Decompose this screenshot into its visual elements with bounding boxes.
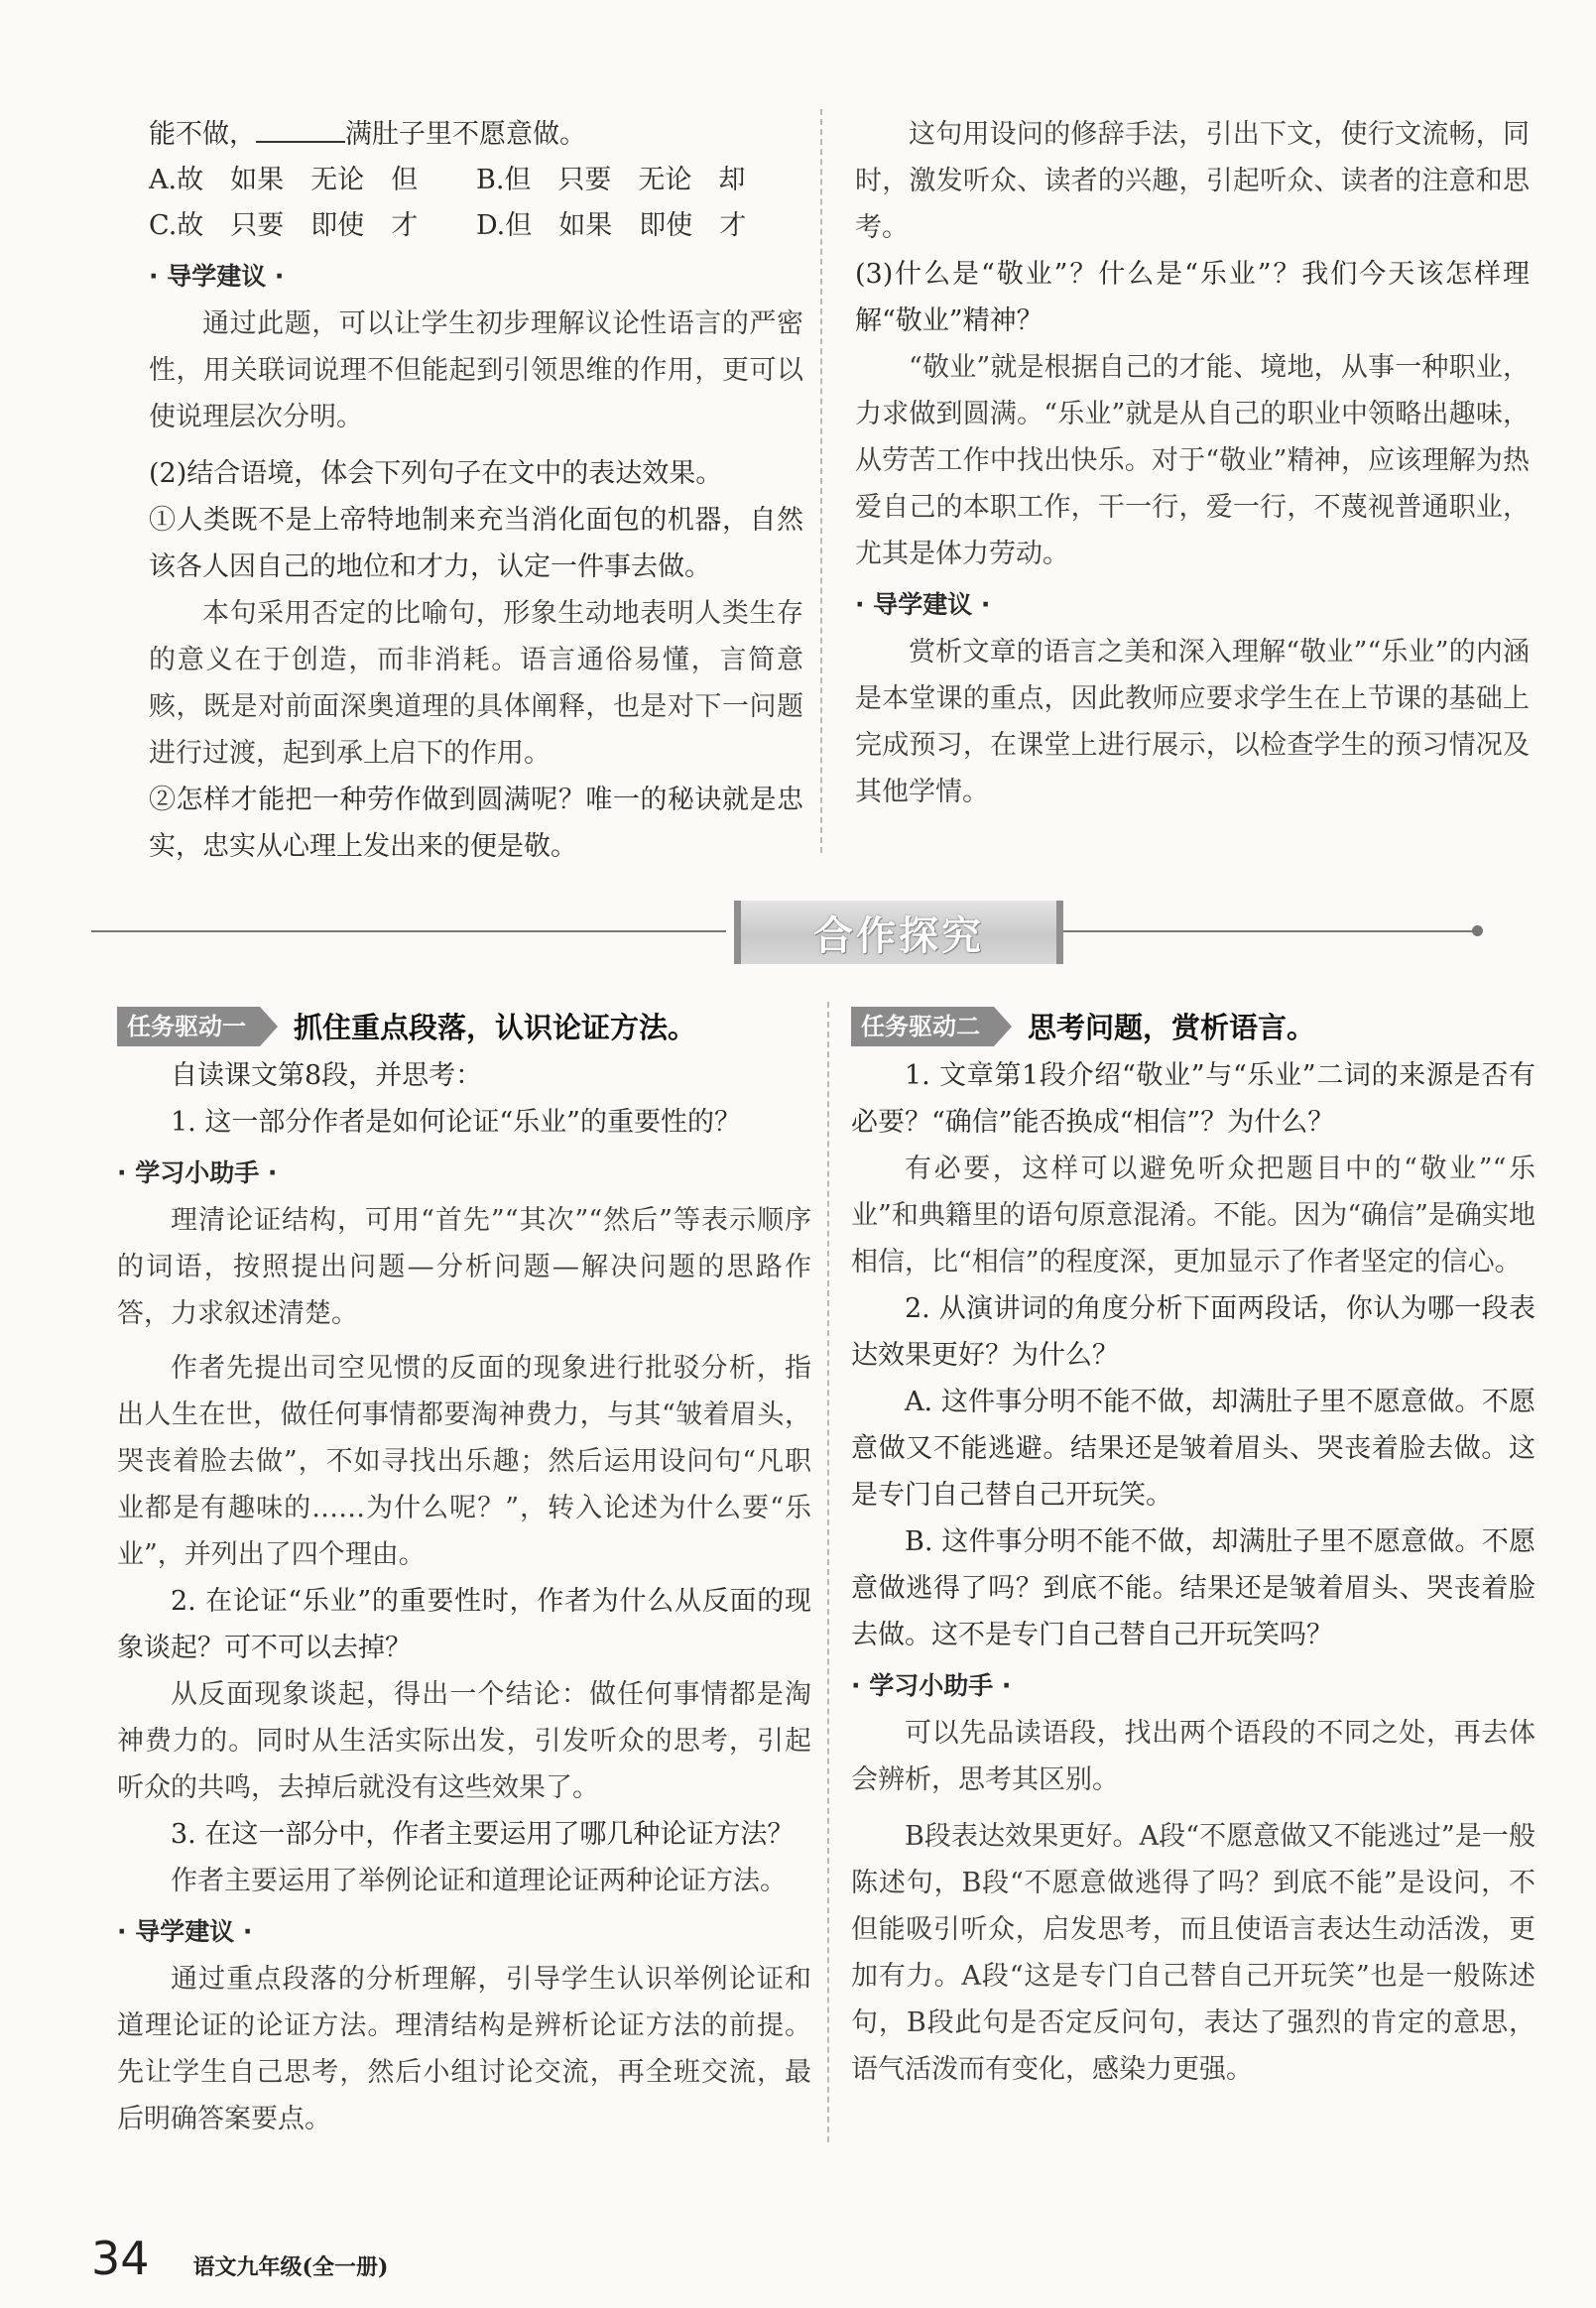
- task1-question-1: 1. 这一部分作者是如何论证“乐业”的重要性的？: [171, 1107, 741, 1138]
- top-right-column: [855, 111, 1530, 815]
- task2-question-2: 2. 从演讲词的角度分析下面两段话，你认为哪一段表达效果更好？为什么？: [851, 1293, 1535, 1371]
- paragraph-b: B. 这件事分明不能不做，却满肚子里不愿意做。不愿意做逃得了吗？到底不能。结果还是皱着眉头、哭丧着脸去做。这不是专门自己替自己开玩笑吗？: [851, 1526, 1535, 1650]
- answer-3: “敬业”就是根据自己的才能、境地，从事一种职业，力求做到圆满。“乐业”就是从自己的职业中领略出趣味，从劳苦工作中找出快乐。对于“敬业”精神，应该理解为热爱自己的本职工作，干一行，爱一行，不蔑视普通职业，尤其是体力劳动。: [855, 352, 1530, 569]
- question-3: (3)什么是“敬业”？什么是“乐业”？我们今天该怎样理解“敬业”精神？: [855, 259, 1530, 336]
- column-divider-top: [820, 109, 822, 853]
- option-b: B.但 只要 无论 却: [476, 165, 746, 195]
- column-divider-bottom: [827, 1002, 829, 2142]
- helper-text: 可以先品读语段，找出两个语段的不同之处，再去体会辨析，思考其区别。: [851, 1718, 1535, 1795]
- task1-tag: 任务驱动一: [117, 1007, 260, 1046]
- answer-sentence-1: 本句采用否定的比喻句，形象生动地表明人类生存的意义在于创造，而非消耗。语言通俗易懂，言简意赅，既是对前面深奥道理的具体阐释，也是对下一问题进行过渡，起到承上启下的作用。: [149, 598, 803, 769]
- option-d: D.但 如果 即使 才: [476, 210, 747, 241]
- sentence-1: ①人类既不是上帝特地制来充当消化面包的机器，自然该各人因自己的地位和才力，认定一件事去做。: [149, 505, 803, 582]
- task1-answer-3: 作者主要运用了举例论证和道理论证两种论证方法。: [171, 1866, 787, 1896]
- page-number: 34: [91, 2232, 150, 2285]
- task1-answer-2: 从反面现象谈起，得出一个结论：做任何事情都是淘神费力的。同时从生活实际出发，引发听众的思考，引起听众的共鸣，去掉后就没有这些效果了。: [117, 1679, 811, 1803]
- task1-question-2: 2. 在论证“乐业”的重要性时，作者为什么从反面的现象谈起？可不可以去掉？: [117, 1586, 811, 1663]
- guide-tip-label: · 导学建议 ·: [117, 1917, 253, 1946]
- task2-answer-2: B段表达效果更好。A段“不愿意做又不能逃过”是一般陈述句，B段“不愿意做逃得了吗？到底不能”是设问，不但能吸引听众，启发思考，而且使语言表达生动活泼，更加有力。A段“这是专门自己替自己开玩笑”也是一般陈述句，B段此句是否定反问句，表达了强烈的肯定的意思，语气活泼而有变化，感染力更强。: [851, 1821, 1535, 2085]
- book-title: 语文九年级(全一册): [192, 2254, 389, 2280]
- question-line: 能不做， 满肚子里不愿意做。: [149, 111, 803, 158]
- banner-rule-left: [91, 930, 726, 932]
- paragraph-a: A. 这件事分明不能不做，却满肚子里不愿意做。不愿意做又不能逃避。结果还是皱着眉头、哭丧着脸去做。这是专门自己替自己开玩笑。: [851, 1387, 1535, 1511]
- top-left-column: [149, 111, 803, 870]
- task1-title: 抓住重点段落，认识论证方法。: [294, 1011, 697, 1044]
- task2-column: [851, 1006, 1535, 2093]
- task2-tag: 任务驱动二: [851, 1007, 994, 1046]
- choice-options: [149, 158, 803, 249]
- section-title-banner: 合作探究: [734, 901, 1063, 964]
- task1-intro: 自读课文第8段，并思考：: [171, 1060, 483, 1091]
- option-c: C.故 只要 即使 才: [149, 210, 419, 241]
- task1-answer-1: 作者先提出司空见惯的反面的现象进行批驳分析，指出人生在世，做任何事情都要淘神费力，与其“皱着眉头，哭丧着脸去做”，不如寻找出乐趣；然后运用设问句“凡职业都是有趣味的……为什么呢？”，转入论述为什么要“乐业”，并列出了四个理由。: [117, 1353, 811, 1570]
- banner-rule-dot: [1472, 925, 1483, 936]
- answer-sentence-2: 这句用设问的修辞手法，引出下文，使行文流畅，同时，激发听众、读者的兴趣，引起听众、读者的注意和思考。: [855, 119, 1530, 243]
- task2-header: [851, 1006, 1535, 1046]
- page-footer: [91, 2232, 388, 2285]
- helper-label: · 学习小助手 ·: [851, 1671, 1012, 1700]
- guide-tip-text: 通过此题，可以让学生初步理解议论性语言的严密性，用关联词说理不但能起到引领思维的作用，更可以使说理层次分明。: [149, 308, 803, 432]
- helper-label: · 学习小助手 ·: [117, 1158, 278, 1187]
- answer-blank: [256, 115, 345, 143]
- question-2: (2)结合语境，体会下列句子在文中的表达效果。: [149, 458, 723, 489]
- sentence-2: ②怎样才能把一种劳作做到圆满呢？唯一的秘诀就是忠实，忠实从心理上发出来的便是敬。: [149, 785, 803, 862]
- banner-rule-right: [1057, 930, 1474, 932]
- guide-tip-text: 通过重点段落的分析理解，引导学生认识举例论证和道理论证的论证方法。理清结构是辨析论证方法的前提。先让学生自己思考，然后小组讨论交流，再全班交流，最后明确答案要点。: [117, 1964, 811, 2134]
- guide-tip-text: 赏析文章的语言之美和深入理解“敬业”“乐业”的内涵是本堂课的重点，因此教师应要求学生在上节课的基础上完成预习，在课堂上进行展示，以检查学生的预习情况及其他学情。: [855, 637, 1530, 807]
- option-a: A.故 如果 无论 但: [149, 165, 419, 195]
- task2-question-1: 1. 文章第1段介绍“敬业”与“乐业”二词的来源是否有必要？“确信”能否换成“相信”？为什么？: [851, 1060, 1535, 1138]
- helper-text: 理清论证结构，可用“首先”“其次”“然后”等表示顺序的词语，按照提出问题—分析问题—解决问题的思路作答，力求叙述清楚。: [117, 1205, 811, 1329]
- task1-question-3: 3. 在这一部分中，作者主要运用了哪几种论证方法？: [171, 1819, 795, 1850]
- task2-title: 思考问题，赏析语言。: [1028, 1011, 1316, 1044]
- task1-header: [117, 1006, 811, 1046]
- task1-column: [117, 1006, 811, 2142]
- guide-tip-label: · 导学建议 ·: [149, 262, 285, 291]
- task2-answer-1: 有必要，这样可以避免听众把题目中的“敬业”“乐业”和典籍里的语句原意混淆。不能。因为“确信”是确实地相信，比“相信”的程度深，更加显示了作者坚定的信心。: [851, 1154, 1535, 1277]
- guide-tip-label: · 导学建议 ·: [855, 590, 991, 619]
